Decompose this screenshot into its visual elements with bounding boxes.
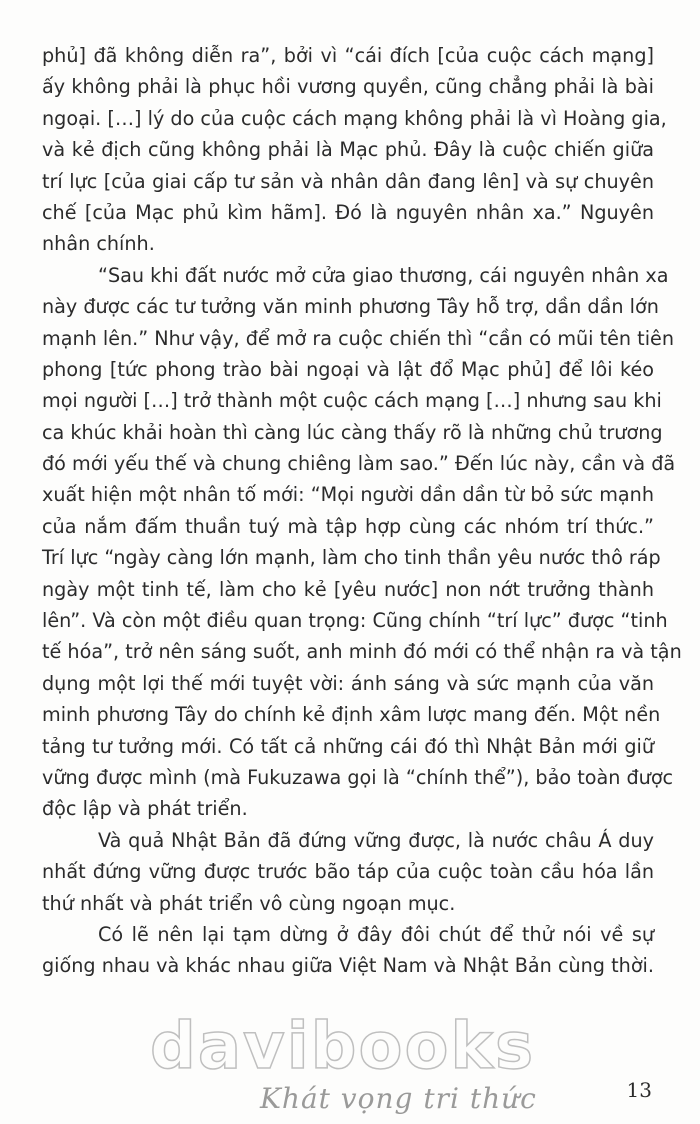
text-line: minh phương Tây do chính kẻ định xâm lược mang đến. Một nền — [42, 703, 661, 727]
text-line: độc lập và phát triển. — [42, 797, 248, 821]
text-line: thứ nhất và phát triển vô cùng ngoạn mục. — [42, 891, 456, 915]
text-line: dụng một lợi thế mới tuyệt vời: ánh sáng và sức mạnh của văn — [42, 671, 654, 695]
text-line: tế hóa”, trở nên sáng suốt, anh minh đó mới có thể nhận ra và tận — [42, 640, 682, 664]
text-line: Có lẽ nên lại tạm dừng ở đây đôi chút để thử nói về sự — [98, 922, 654, 946]
text-line: nhất đứng vững được trước bão táp của cuộc toàn cầu hóa lần — [42, 860, 654, 884]
text-line: mạnh lên.” Như vậy, để mở ra cuộc chiến thì “cần có mũi tên tiên — [42, 326, 675, 350]
text-line: và kẻ địch cũng không phải là Mạc phủ. Đây là cuộc chiến giữa — [42, 138, 654, 162]
text-line: “Sau khi đất nước mở cửa giao thương, cái nguyên nhân xa — [98, 263, 669, 287]
text-line: Trí lực “ngày càng lớn mạnh, làm cho tinh thần yêu nước thô ráp — [42, 546, 661, 570]
watermark-brand: davibooks — [150, 1010, 536, 1084]
text-line: mọi người […] trở thành một cuộc cách mạng […] nhưng sau khi — [42, 389, 662, 413]
text-line: giống nhau và khác nhau giữa Việt Nam và Nhật Bản cùng thời. — [42, 954, 654, 978]
text-line: này được các tư tưởng văn minh phương Tây hỗ trợ, dần dần lớn — [42, 295, 659, 319]
body-text — [42, 40, 682, 982]
page-number: 13 — [626, 1078, 652, 1102]
text-line: nhân chính. — [42, 232, 155, 256]
text-line: ca khúc khải hoàn thì càng lúc càng thấy rõ là những chủ trương — [42, 420, 663, 444]
text-line: xuất hiện một nhân tố mới: “Mọi người dần dần từ bỏ sức mạnh — [42, 483, 654, 507]
text-line: phong [tức phong trào bài ngoại và lật đổ Mạc phủ] để lôi kéo — [42, 357, 654, 381]
text-line: của nắm đấm thuần tuý mà tập hợp cùng các nhóm trí thức.” — [42, 514, 654, 538]
text-line: trí lực [của giai cấp tư sản và nhân dân đang lên] và sự chuyên — [42, 169, 654, 193]
watermark — [150, 1010, 570, 1115]
text-line: ấy không phải là phục hồi vương quyền, cũng chẳng phải là bài — [42, 75, 654, 99]
text-line: lên”. Và còn một điều quan trọng: Cũng chính “trí lực” được “tinh — [42, 609, 668, 633]
text-line: tảng tư tưởng mới. Có tất cả những cái đó thì Nhật Bản mới giữ — [42, 734, 654, 758]
text-line: đó mới yếu thế và chung chiêng làm sao.” Đến lúc này, cần và đã — [42, 452, 676, 476]
text-line: ngày một tinh tế, làm cho kẻ [yêu nước] non nớt trưởng thành — [42, 577, 654, 601]
watermark-tagline: Khát vọng tri thức — [260, 1082, 537, 1115]
text-line: vững được mình (mà Fukuzawa gọi là “chính thể”), bảo toàn được — [42, 765, 674, 789]
text-line: chế [của Mạc phủ kìm hãm]. Đó là nguyên nhân xa.” Nguyên — [42, 200, 654, 224]
text-line: ngoại. […] lý do của cuộc cách mạng không phải là vì Hoàng gia, — [42, 106, 667, 130]
text-line: Và quả Nhật Bản đã đứng vững được, là nước châu Á duy — [98, 828, 654, 852]
text-line: phủ] đã không diễn ra”, bởi vì “cái đích [của cuộc cách mạng] — [42, 44, 654, 67]
